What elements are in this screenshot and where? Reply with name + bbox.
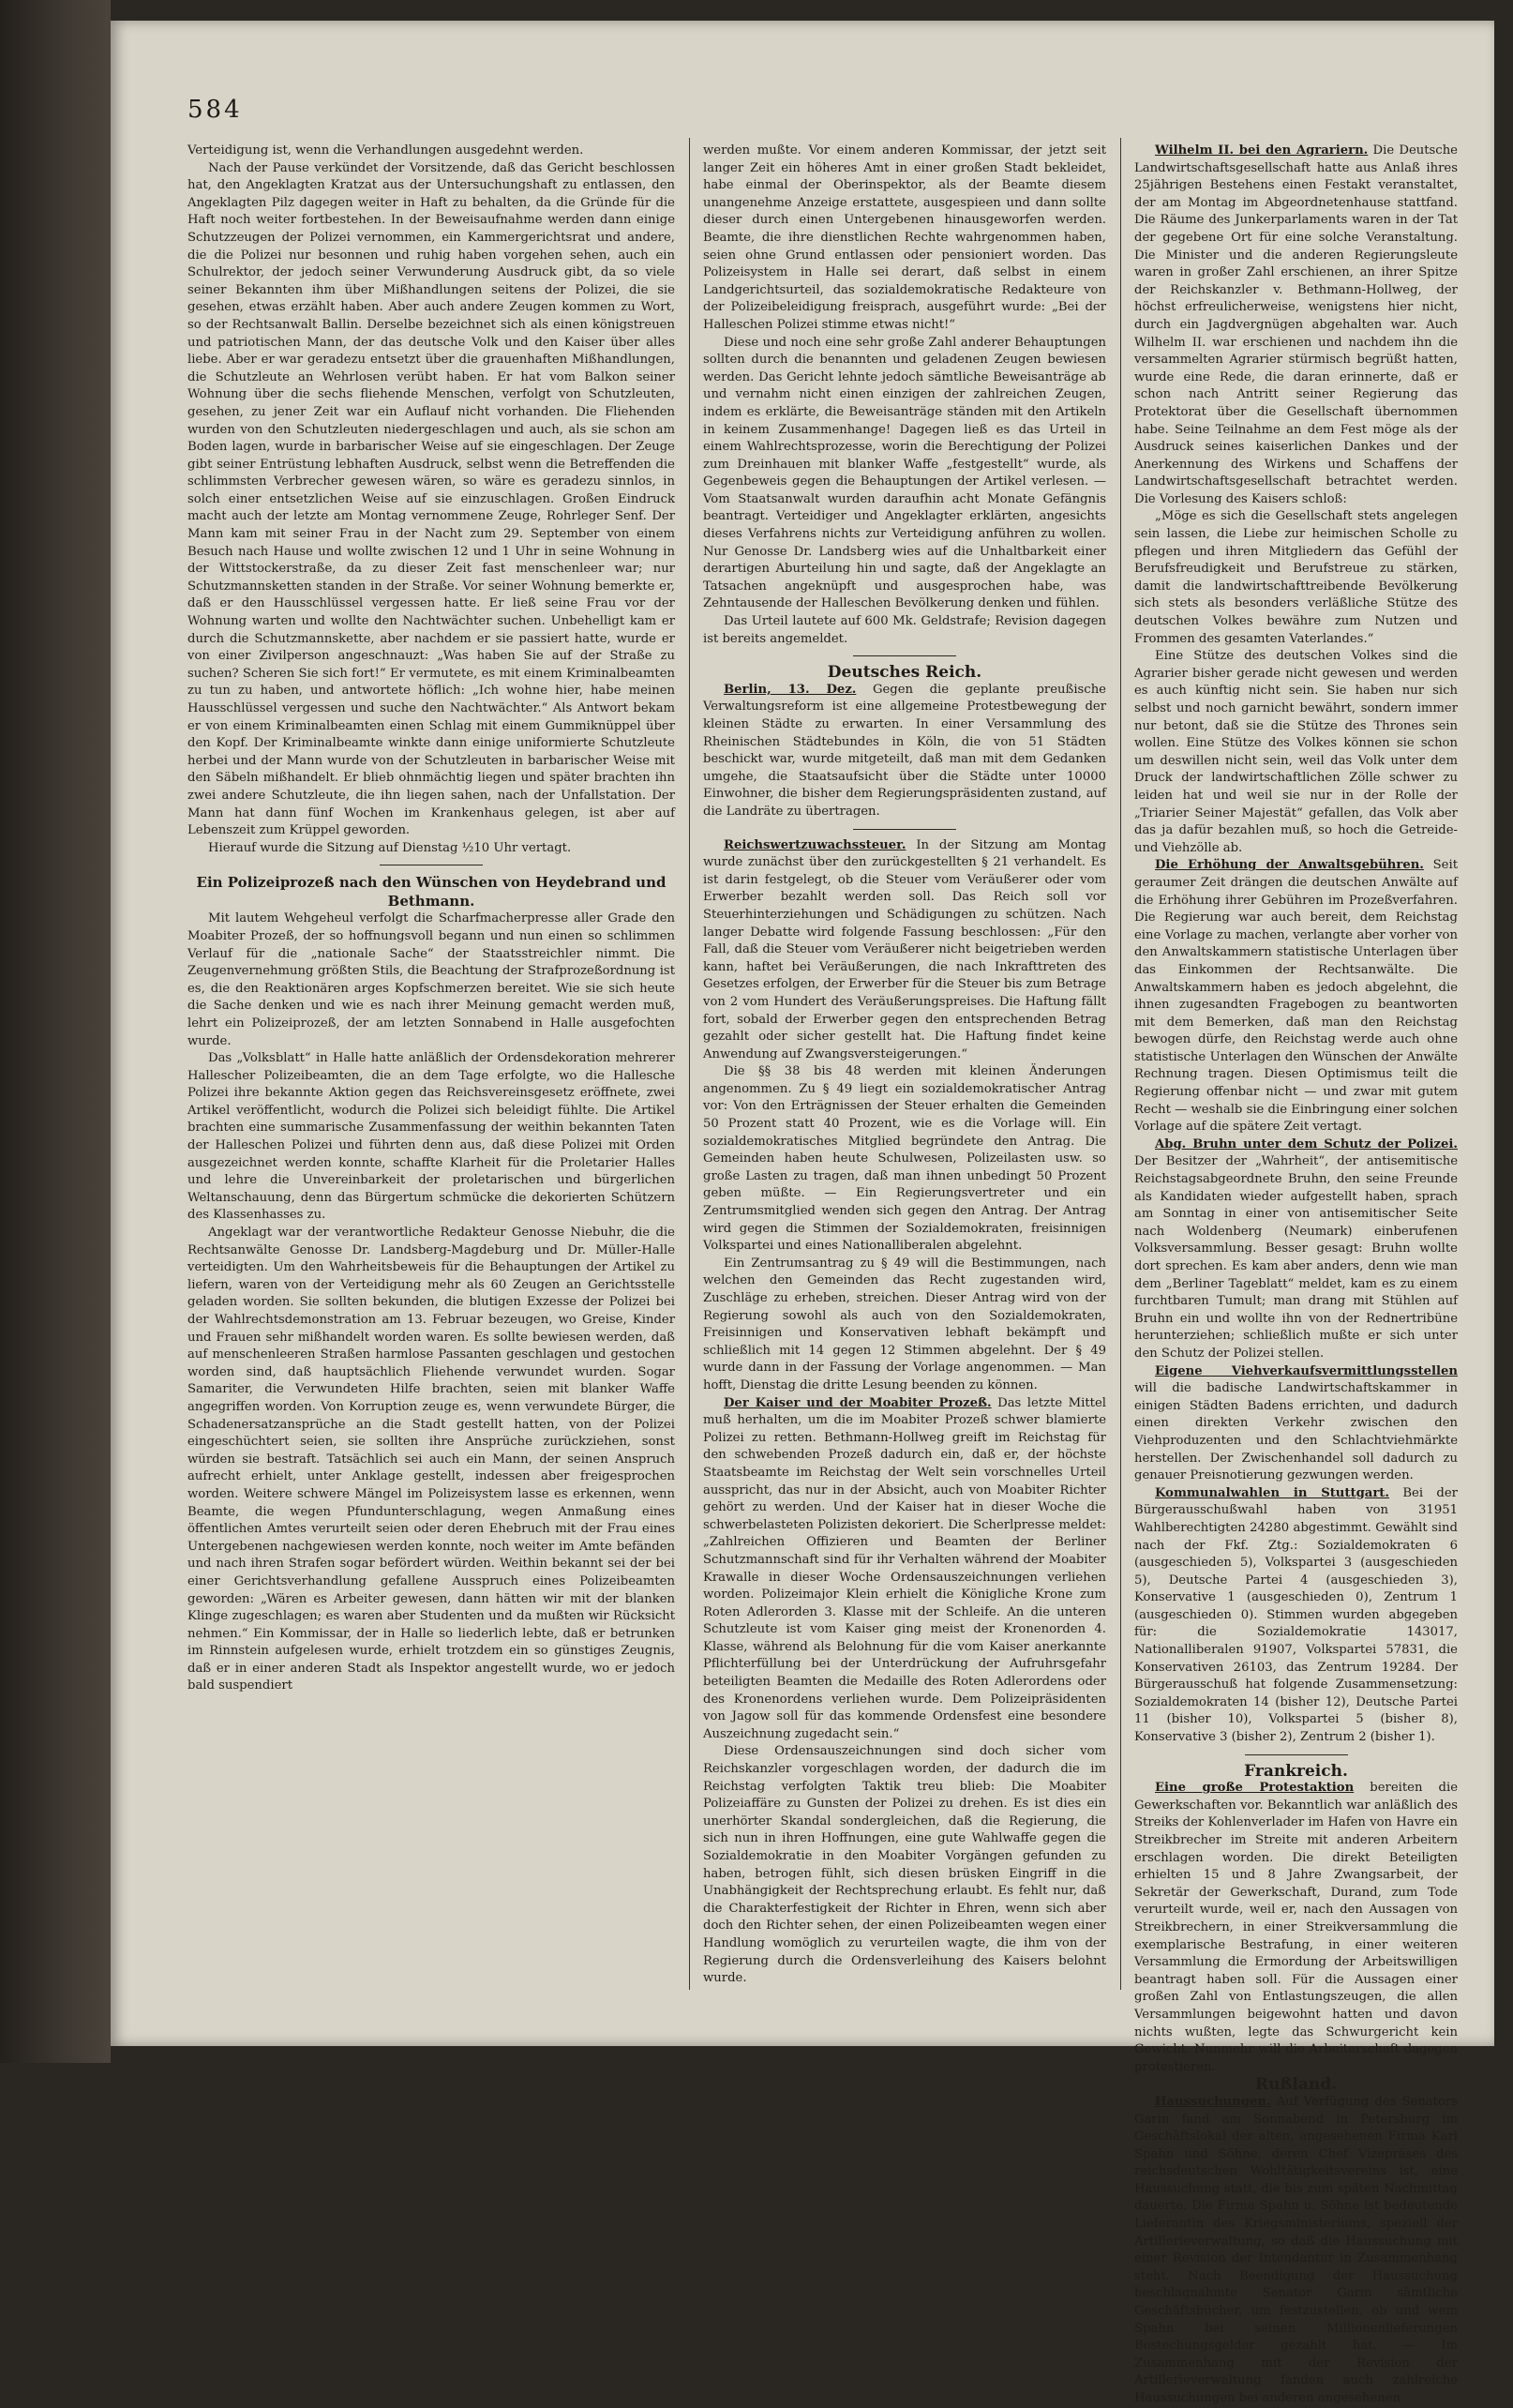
separator (853, 829, 956, 830)
article-paragraph: Diese und noch eine sehr große Zahl anderer Behauptungen sollten durch die benannten und geladenen Zeugen bewiesen werden. Das Gericht lehnte jedoch sämtliche Beweisanträge ab und vernahm nicht einen einzigen der zahlreichen Zeugen, indem es erklärte, die Beweisanträge ständen mit den Artikeln in keinem Zusammenhange! Dagegen ließ es das Urteil in einem Wahlrechtsprozesse, worin die Berechtigung der Polizei zum Dreinhauen mit blanker Waffe „festgestellt“ wurde, als Gegenbeweis gegen die Behauptungen der Artikel verlesen. — Vom Staatsanwalt wurden daraufhin acht Monate Gefängnis beantragt. Verteidiger und Angeklagter erklärten, angesichts dieses Verfahrens nichts zur Verteidigung anführen zu wollen. Nur Genosse Dr. Landsberg wies auf die Unhaltbarkeit einer derartigen Aburteilung hin und sagte, daß der Angeklagte an Tatsachen angeknüpft und ausgesprochen habe, was Zehntausende der Halleschen Bevölkerung denken und fühlen. (703, 335, 1106, 611)
news-item (1134, 1485, 1458, 1747)
column-rule (1120, 138, 1121, 1990)
section-heading: Frankreich. (1244, 1761, 1348, 1781)
article-paragraph: Diese Ordensauszeichnungen sind doch sicher vom Reichskanzler vorgeschlagen worden, der dadurch die im Reichstag verfolgten Taktik treu blieb: Die Moabiter Polizeiaffäre zu Gunsten der Polizei zu drehen. Es ist dies ein unerhörter Skandal sondergleichen, daß die Regierung, die sich nun in ihren Hoffnungen, eine gute Wahlwaffe gegen die Sozialdemokratie in den Moabiter Vorgängen gefunden zu haben, betrogen fühlt, sich diesen brüsken Eingriff in die Unabhängigkeit der Rechtsprechung erlaubt. Es fehlt nur, daß die Charakterfestigkeit der Richter in Ehren, wenn sich aber doch den Richter sehen, der einen Polizeibeamten wegen einer Handlung womöglich zu verurteilen wagte, die ihm von der Regierung durch die Ordensverleihung des Kaisers belohnt wurde. (703, 1744, 1106, 1986)
news-item (1134, 2094, 1458, 2408)
news-text: Der Besitzer der „Wahrheit“, der antisemitische Reichstagsabgeordnete Bruhn, den seine Freunde als Kandidaten wieder aufgestellt haben, sprach am Sonntag in einer von antisemitischer Seite nach Woldenberg (Neumark) einberufenen Volksversammlung. Besser gesagt: Bruhn wollte dort sprechen. Es kam aber anders, denn wie man dem „Berliner Tageblatt“ meldet, kam es zu einem furchtbaren Tumult; man drang mit Stühlen auf Bruhn ein und wollte ihn von der Rednertribüne herunterziehen; schließlich mußte er sich unter den Schutz der Polizei stellen. (1134, 1154, 1458, 1361)
news-text: Die Deutsche Landwirtschaftsgesellschaft hatte aus Anlaß ihres 25jährigen Bestehens einen Festakt veranstaltet, der am Montag im Abgeordnetenhause stattfand. Die Räume des Junkerparlaments waren in der Tat der gegebene Ort für eine solche Veranstaltung. Die Minister und die anderen Regierungsleute waren in großer Zahl erschienen, an ihrer Spitze der Reichskanzler v. Bethmann-Hollweg, der höchst erfreulicherweise, wenigstens hier nicht, durch ein Jagdvergnügen abgehalten war. Auch Wilhelm II. war erschienen und nachdem ihn die versammelten Agrarier stürmisch begrüßt hatten, wurde eine Rede, die daran erinnerte, daß er schon nach Antritt seiner Regierung das Protektorat über die Gesellschaft übernommen habe. Seine Teilnahme an dem Fest möge als der Ausdruck seines kaiserlichen Dankes und der Anerkennung des Wirkens und Schaffens der Landwirtschaftsgesellschaft betrachtet werden. Die Vorlesung des Kaisers schloß: (1134, 143, 1458, 506)
column-rule (689, 138, 690, 1990)
article-paragraph: Ein Zentrumsantrag zu § 49 will die Bestimmungen, nach welchen den Gemeinden das Recht zugestanden wird, Zuschläge zu erheben, streichen. Dieser Antrag wird von der Regierung sowohl als auch von den Sozialdemokraten, Freisinnigen und Konservativen lebhaft bekämpft und schließlich mit 14 gegen 12 Stimmen abgelehnt. Der § 49 wurde dann in der Fassung der Vorlage angenommen. — Man hofft, Dienstag die dritte Lesung beenden zu können. (703, 1256, 1106, 1392)
news-lead: Haussuchungen. (1155, 2094, 1271, 2109)
news-item (703, 682, 1106, 821)
news-text: Das letzte Mittel muß herhalten, um die im Moabiter Prozeß schwer blamierte Polizei zu retten. Bethmann-Hollweg greift im Reichstag für den schwebenden Prozeß dadurch ein, daß er, der höchste Staatsbeamte im Reichstag der Welt sein vorschnelles Urteil ausspricht, das nur in der Absicht, auch von Moabiter Richter gehört zu werden. Und der Kaiser hat in dieser Woche die schwerbelasteten Polizisten dekoriert. Die Scherlpresse meldet: „Zahlreichen Offizieren und Beamten der Berliner Schutzmannschaft sind für ihr Verhalten während der Moabiter Krawalle in dieser Woche Ordensauszeichnungen verliehen worden. Polizeimajor Klein erhielt die Königliche Krone zum Roten Adlerorden 3. Klasse mit der Schleife. An die unteren Schutzleute ist vom Kaiser ging meist der Kronenorden 4. Klasse, während als Belohnung für die vom Kaiser anerkannte Pflichterfüllung bei der Unterdrückung der Aufruhrsgefahr beteiligten Beamten die Medaille des Roten Adlerordens oder des Kronenordens verliehen wurde. Dem Polizeipräsidenten von Jagow soll für das kommende Ordensfest eine besondere Auszeichnung zugedacht sein.“ (703, 1395, 1106, 1741)
newspaper-page (111, 21, 1494, 2405)
news-item (703, 1395, 1106, 1744)
article-paragraph: werden mußte. Vor einem anderen Kommissar, der jetzt seit langer Zeit ein höheres Amt in einer großen Stadt bekleidet, habe einmal der Oberinspektor, als der Beamte diesem unangenehme Anzeige erstattete, ausgespieen und dann sollte dieser durch einen Untergebenen hinausgeworfen werden. Beamte, die ihre dienstlichen Rechte wahrgenommen haben, seien ohne Grund entlassen oder pensioniert worden. Das Polizeisystem in Halle sei derart, daß selbst in einem Landgerichtsurteil, das sozialdemokratische Redakteure von der Polizeibeleidigung freisprach, ausgeführt wurde: „Bei der Halleschen Polizei stimme etwas nicht!“ (703, 143, 1106, 332)
section-heading: Deutsches Reich. (827, 663, 982, 683)
news-item (1134, 1136, 1458, 1363)
article-paragraph: Mit lautem Wehgeheul verfolgt die Scharfmacherpresse aller Grade den Moabiter Prozeß, der so hoffnungsvoll begann und nun einen so schlimmen Verlauf für die „nationale Sache“ der Staatsstreichler nimmt. Die Zeugenvernehmung größten Stils, die Beachtung der Strafprozeßordnung ist es, die den Reaktionären arges Kopfschmerzen bereitet. Wie sie sich heute die Sache denken und wie es nach ihrer Meinung gemacht werden muß, lehrt ein Polizeiprozeß, der am letzten Sonnabend in Halle ausgefochten wurde. (187, 911, 675, 1048)
article-paragraph: Das „Volksblatt“ in Halle hatte anläßlich der Ordensdekoration mehrerer Hallescher Polizeibeamten, die an dem Tage erfolgte, wo die Hallesche Polizei ihre bekannte Aktion gegen das Reichsvereinsgesetz eröffnete, zwei Artikel veröffentlicht, wodurch die Polizei sich beleidigt fühlte. Die Artikel brachten eine summarische Zusammenfassung der weithin bekannten Taten der Halleschen Polizei und führten denn aus, daß diese Polizei mit Orden ausgezeichnet werden konnte, schaffte Klarheit für die Proletarier Halles und lehre die Unvereinbarkeit der proletarischen und bürgerlichen Weltanschauung, denn das Bürgertum schmücke die dekorierten Schützern des Klassenhasses zu. (187, 1051, 675, 1223)
news-lead: Abg. Bruhn unter dem Schutz der Polizei. (1155, 1136, 1458, 1151)
news-item (703, 837, 1106, 1064)
separator (853, 655, 956, 656)
news-text: Seit geraumer Zeit drängen die deutschen Anwälte auf die Erhöhung ihrer Gebühren im Prozeßverfahren. Die Regierung war auch bereit, dem Reichstag eine Vorlage zu machen, verlangte aber vorher von den Anwaltskammern statistische Unterlagen über das Einkommen der Rechtsanwälte. Die Anwaltskammern haben es jedoch abgelehnt, die ihnen zugesandten Fragebogen zu beantworten mit dem Bemerken, daß man den Reichstag bewogen dürfe, den Reichstag werde auch ohne statistische Unterlagen den Wünschen der Anwälte Rechnung tragen. Diesen Optimismus teilt die Regierung offenbar nicht — und zwar mit gutem Recht — weshalb sie die Einbringung einer solchen Vorlage auf die spätere Zeit vertagt. (1134, 858, 1458, 1135)
article-paragraph: Eine Stütze des deutschen Volkes sind die Agrarier bisher gerade nicht gewesen und werden es auch künftig nicht sein. Sie haben nur sich selbst und noch garnicht bewährt, sondern immer nur betont, daß sie die Stütze des Thrones sein wollen. Eine Stütze des Volkes können sie schon um deswillen nicht sein, weil das Volk unter dem Druck der landwirtschaftlichen Zölle schwer zu leiden hat und weil sie nur in der Rolle der „Triarier Seiner Majestät“ gefallen, das Volk aber das ja dafür bezahlen muß, so hoch die Getreide- und Viehzölle ab. (1134, 649, 1458, 855)
news-item (1134, 1363, 1458, 1485)
article-paragraph: Angeklagt war der verantwortliche Redakteur Genosse Niebuhr, die die Rechtsanwälte Genosse Dr. Landsberg-Magdeburg und Dr. Müller-Halle verteidigten. Um den Wahrheitsbeweis für die Behauptungen der Artikel zu liefern, waren von der Verteidigung mehr als 60 Zeugen an Gerichtsstelle geladen worden. Sie sollten bekunden, die blutigen Exzesse der Polizei bei der Wahlrechtsdemonstration am 13. Februar bezeugen, wo Greise, Kinder und Frauen sehr mißhandelt worden waren. Es sollte bewiesen werden, daß auf menschenleeren Straßen harmlose Passanten geschlagen und gestochen worden sind, daß hauptsächlich Fliehende verwundet wurden. Sogar Samariter, die Verwundeten Hilfe brachten, seien mit blanker Waffe angegriffen worden. Von Korruption zeuge es, wenn verwundete Bürger, die Schadenersatzansprüche an die Stadt gestellt hatten, von der Polizei eingeschüchtert seien, sie sollten ihre Ansprüche zurückziehen, sonst würden sie bestraft. Tatsächlich sei auch ein Mann, der seinen Anspruch aufrecht erhielt, unter Anklage gestellt, indessen aber freigesprochen worden. Weitere schwere Mängel im Polizeisystem lasse es erkennen, wenn Beamte, die wegen Pfundunterschlagung, wegen Anmaßung eines öffentlichen Amtes verurteilt seien oder deren Ehebruch mit der Frau eines Untergebenen nachgewiesen werden konnte, noch weiter im Amte befänden und nach ihren Strafen sogar befördert würden. Weithin bekannt sei der bei einer Gerichtsverhandlung gefallene Ausspruch eines Polizeibeamten geworden: „Wären es Arbeiter gewesen, dann hätten wir mit der blanken Klinge zugeschlagen; es waren aber Studenten und da mußten wir Rücksicht nehmen.“ Ein Kommissar, der in Halle so liederlich lebte, daß er betrunken im Rinnstein aufgelesen wurde, erhielt trotzdem ein so günstiges Zeugnis, daß er in einer anderen Stadt als Inspektor angestellt wurde, wo er jedoch bald suspendiert (187, 1226, 675, 1693)
article-paragraph: Nach der Pause verkündet der Vorsitzende, daß das Gericht beschlossen hat, den Angeklagten Kratzat aus der Untersuchungshaft zu entlassen, den Angeklagten Pilz dagegen weiter in Haft zu behalten, da die Gründe für die Haft noch weiter fortbestehen. In der Beweisaufnahme werden dann einige Schutzzeugen der Polizei vernommen, ein Kammergerichtsrat und andere, die die Polizei nur besonnen und ruhig haben vorgehen sehen, auch ein Schulrektor, der jedoch seiner Verwunderung Ausdruck gibt, da so viele seiner Bekannten ihm über Mißhandlungen seitens der Polizei, die sie gesehen, etwas erzählt haben. Aber auch andere Zeugen kommen zu Wort, so der Rechtsanwalt Ballin. Derselbe bezeichnet sich als einen königstreuen und patriotischen Mann, der das deutsche Volk und den Kaiser über alles liebe. Aber er war geradezu entsetzt über die grauenhaften Mißhandlungen, die Schutzleute an Wehrlosen verübt haben. Er hat vom Balkon seiner Wohnung über die sechs fliehende Menschen, verfolgt von Schutzleuten, gesehen, zu jener Zeit war ein Auflauf nicht vorhanden. Die Fliehenden wurden von den Schutzleuten niedergeschlagen und auch, als sie schon am Boden lagen, wurde in barbarischer Weise auf sie eingeschlagen. Der Zeuge gibt seiner Entrüstung lebhaften Ausdruck, selbst wenn die Betreffenden die schlimmsten Verbrecher gewesen wären, so wäre es geradezu sinnlos, in solch einer entsetzlichen Weise auf sie einzuschlagen. Großen Eindruck macht auch der letzte am Montag vernommene Zeuge, Rohrleger Senf. Der Mann kam mit seiner Frau in der Nacht zum 29. September von einem Besuch nach Hause und wollte zwischen 12 und 1 Uhr in seine Wohnung in der Wittstockerstraße, da zu dieser Zeit fast menschenleer war; nur Schutzmannsketten standen in der Straße. Vor seiner Wohnung bemerkte er, daß er den Hausschlüssel vergessen hatte. Er ließ seine Frau vor der Wohnung warten und wollte den Nachtwächter suchen. Unbehelligt kam er durch die Schutzmannskette, aber nachdem er sie passiert hatte, wurde er von einer Zivilperson angeschnauzt: „Was haben Sie auf der Straße zu suchen? Scheren Sie sich fort!“ Er vermutete, es mit einem Kriminalbeamten zu tun zu haben, und antwortete höflich: „Ich wohne hier, habe meinen Hausschlüssel vergessen und suche den Nachtwächter.“ Als Antwort bekam er von einem Kriminalbeamten einen Schlag mit einem Gummiknüppel über den Kopf. Der Kriminalbeamte winkte dann einige uniformierte Schutzleute herbei und der Mann wurde von der Schutzleuten in barbarischer Weise mit den Säbeln mißhandelt. Er blieb ohnmächtig liegen und später brachten ihn zwei andere Schutzleute, die ihn liegen sahen, nach der Unfallstation. Der Mann hat dann fünf Wochen im Krankenhaus gelegen, ist aber auf Lebenszeit zum Krüppel geworden. (187, 160, 675, 838)
article-paragraph: Die §§ 38 bis 48 werden mit kleinen Änderungen angenommen. Zu § 49 liegt ein sozialdemokratischer Antrag vor: Von den Erträgnissen der Steuer erhalten die Gemeinden 50 Prozent statt 40 Prozent, wie es die Vorlage will. Ein sozialdemokratisches Mitglied begründete den Antrag. Die Gemeinden haben heute Schulwesen, Polizeilasten usw. so große Lasten zu tragen, daß man ihnen unbedingt 50 Prozent geben müßte. — Ein Regierungsvertreter und ein Zentrumsmitglied wenden sich gegen den Antrag. Der Antrag wird gegen die Stimmen der Sozialdemokraten, freisinnigen Volkspartei und eines Nationalliberalen abgelehnt. (703, 1064, 1106, 1254)
news-lead: Eine große Protestaktion (1155, 1781, 1355, 1796)
kaiser-quote: „Möge es sich die Gesellschaft stets angelegen sein lassen, die Liebe zur heimischen Scholle zu pflegen und ihren Mitgliedern das Gefühl der Berufsfreudigkeit und Berufstreue zu stärken, damit die landwirtschafttreibende Bevölkerung sich stets als besonders verläßliche Stütze des deutschen Volkes bewähre zum Nutzen und Frommen des gesamten Vaterlandes.“ (1134, 509, 1458, 646)
news-lead: Reichswertzuwachssteuer. (724, 837, 906, 852)
news-text: bereiten die Gewerkschaften vor. Bekanntlich war anläßlich des Streiks der Kohlenverlader im Hafen von Havre ein Streikbrecher im Streite mit anderen Arbeitern erschlagen worden. Die direkt Beteiligten erhielten 15 und 8 Jahre Zwangsarbeit, der Sekretär der Gewerkschaft, Durand, zum Tode verurteilt wurde, weil er, nach den Aussagen von Streikbrechern, in einer Streikversammlung die exemplarische Bestrafung, in einer weiteren Versammlung die Ermordung der Arbeitswilligen beantragt haben soll. Für die Aussagen einer großen Zahl von Entlastungszeugen, die allen Versammlungen beigewohnt hatten und davon nichts wußten, legte das Schwurgericht kein Gewicht. Nunmehr will die Arbeiterschaft dagegen protestieren. (1134, 1781, 1459, 2074)
news-text: will die badische Landwirtschaftskammer in einigen Städten Badens errichten, und dadurch einen direkten Verkehr zwischen den Viehproduzenten und den Schlachtviehmärkte herstellen. Der Zwischenhandel soll dadurch zu genauer Preisnotierung gezwungen werden. (1134, 1381, 1458, 1483)
news-item (1134, 143, 1458, 508)
news-lead: Die Erhöhung der Anwaltsgebühren. (1155, 858, 1424, 873)
column-left (187, 143, 675, 1980)
article-headline: Ein Polizeiprozeß nach den Wünschen von Heydebrand und Bethmann. (196, 874, 667, 911)
news-text: Bei der Bürgerausschußwahl haben von 31951 Wahlberechtigten 24280 abgestimmt. Gewählt sind nach der Fkf. Ztg.: Sozialdemokraten 6 (ausgeschieden 5), Volkspartei 3 (ausgeschieden 5), Deutsche Partei 4 (ausgeschieden 3), Konservative 1 (ausgeschieden 0), Zentrum 1 (ausgeschieden 0). Stimmen wurden abgegeben für: die Sozialdemokratie 143017, Nationalliberalen 91907, Volkspartei 57831, die Konservativen 26103, das Zentrum 19284. Der Bürgerausschuß hat folgende Zusammensetzung: Sozialdemokraten 14 (bisher 12), Deutsche Partei 11 (bisher 10), Volkspartei 5 (bisher 8), Konservative 3 (bisher 2), Zentrum 2 (bisher 1). (1134, 1485, 1458, 1745)
news-text: In der Sitzung am Montag wurde zunächst über den zurückgestellten § 21 verhandelt. Es ist darin festgelegt, ob die Steuer vom Veräußerer oder vom Erwerber bezahlt werden soll. Das Reich soll vor Steuerhinterziehungen und Schädigungen zu schützen. Nach langer Debatte wird folgende Fassung beschlossen: „Für den Fall, daß die Steuer vom Veräußerer nicht beigetrieben werden kann, haftet bei Veräußerungen, die nach Inkrafttreten des Gesetzes erfolgen, der Erwerber für die Steuer bis zum Betrage von 2 vom Hundert des Veräußerungspreises. Die Haftung fällt fort, sobald der Erwerber gegen den entsprechenden Betrag gezahlt oder sicher gestellt hat. Die Haftung findet keine Anwendung auf Zwangsversteigerungen.“ (703, 837, 1106, 1061)
page-number: 584 (187, 96, 243, 124)
column-middle (703, 143, 1106, 1986)
news-lead: Der Kaiser und der Moabiter Prozeß. (724, 1395, 992, 1410)
separator (1245, 1754, 1348, 1755)
section-heading: Rußland. (1254, 2075, 1338, 2095)
article-paragraph: Verteidigung ist, wenn die Verhandlungen ausgedehnt werden. (187, 143, 584, 158)
news-lead: Kommunalwahlen in Stuttgart. (1155, 1485, 1389, 1500)
news-item (1134, 1780, 1458, 2076)
news-text: Auf Verfügung des Senators Garin fand am Sonnabend in Petersburg im Geschäftslokal der alten, angesehenen Firma Karl Spahn und Söhne, deren Chef Vizepräses des reichsdeutschen Wohltätigkeitsvereins ist, eine Haussuchung statt, die bis zum späten Nachmittag dauerte. Die Firma Spahn u. Söhne ist bedeutende Lieferantin des Kriegsministeriums, speziell der Artillerieverwaltung, so daß die Haussuchung mit einer Revision der Intendantur in Zusammenhang steht. Nach Beendigung der Haussuchung beschlagnahmte Senator Garin sämtliche Geschäftsbücher, um festzustellen, ob und wem Spahn bei seinen Millionenlieferungen Bestechungsgelder gezahlt hat. — Im Zusammenhang mit der Revision der Artillerieverwaltung fanden auch zahlreiche Haussuchungen bei anderen angesehenen (1134, 2094, 1458, 2405)
news-item (1134, 857, 1458, 1136)
news-lead: Berlin, 13. Dez. (724, 682, 857, 697)
news-lead: Eigene Viehverkaufsvermittlungsstellen (1155, 1363, 1458, 1378)
article-paragraph: Das Urteil lautete auf 600 Mk. Geldstrafe; Revision dagegen ist bereits angemeldet. (703, 614, 1106, 646)
article-paragraph: Hierauf wurde die Sitzung auf Dienstag ½10 Uhr vertagt. (208, 840, 572, 855)
column-right (1134, 143, 1459, 2405)
book-binding (0, 0, 111, 2063)
news-text: Gegen die geplante preußische Verwaltungsreform ist eine allgemeine Protestbewegung der kleinen Städte zu erwarten. In einer Versammlung des Rheinischen Städtebundes in Köln, die von 51 Städten beschickt war, wurde mitgeteilt, daß man mit dem Gedanken umgehe, die Staatsaufsicht über die Städte unter 10000 Einwohner, die bisher dem Regierungspräsidenten zustand, auf die Landräte zu übertragen. (703, 682, 1106, 819)
news-lead: Wilhelm II. bei den Agrariern. (1155, 143, 1369, 158)
